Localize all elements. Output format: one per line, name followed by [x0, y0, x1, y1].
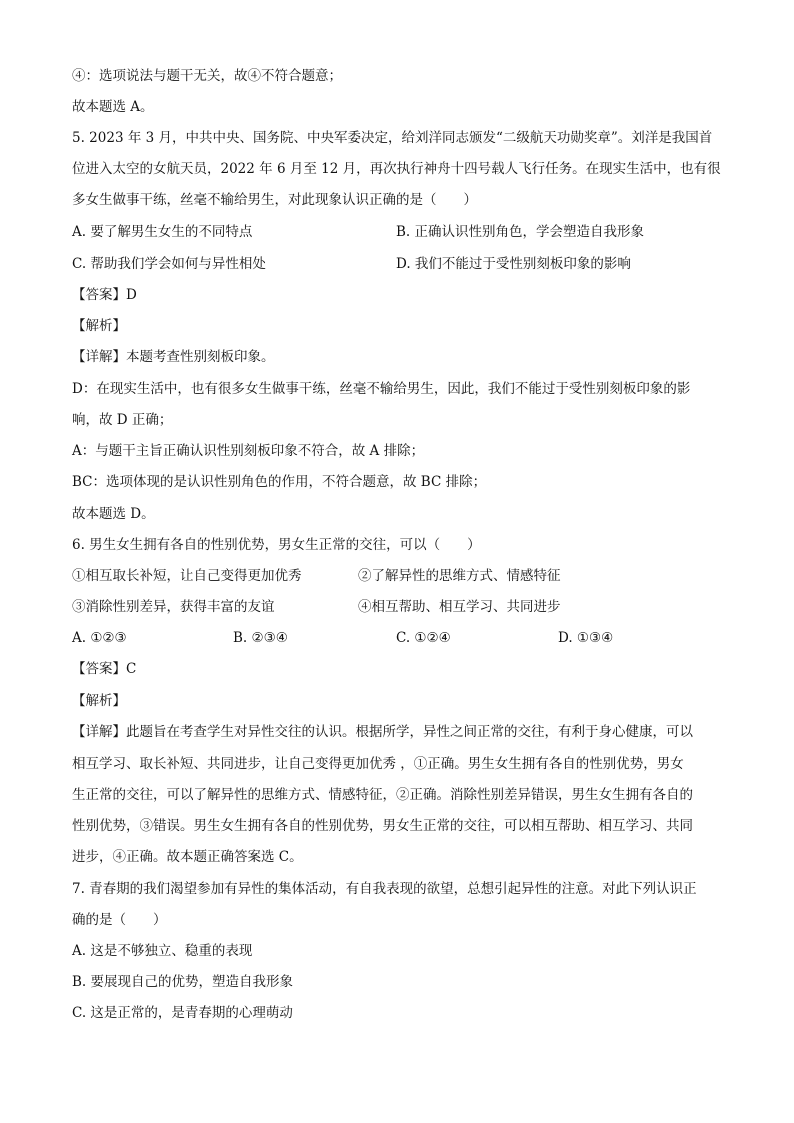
q6-statement-4: ④相互帮助、相互学习、共同进步: [358, 599, 561, 615]
q5-detail: 【详解】本题考查性别刻板印象。: [72, 349, 275, 365]
q5-option-b: B. 正确认识性别角色，学会塑造自我形象: [396, 224, 645, 240]
q6-option-d: D. ①③④: [558, 630, 614, 646]
q7-option-c: C. 这是正常的，是青春期的心理萌动: [72, 1005, 293, 1021]
q7-option-b: B. 要展现自己的优势，塑造自我形象: [72, 974, 294, 990]
q6-statement-2: ②了解异性的思维方式、情感特征: [358, 568, 561, 584]
q5-option-a: A. 要了解男生女生的不同特点: [72, 224, 253, 240]
q5-answer: 【答案】D: [72, 287, 137, 303]
q7-option-a: A. 这是不够独立、稳重的表现: [72, 943, 253, 959]
q6-detail: 性别优势，③错误。男生女生拥有各自的性别优势，男女生正常的交往，可以相互帮助、相互学习、共同: [72, 818, 693, 834]
q6-option-a: A. ①②③: [72, 630, 127, 646]
q6-detail: 相互学习、取长补短、共同进步，让自己变得更加优秀 ，①正确。男生女生拥有各自的性别优势，男女: [72, 756, 684, 772]
text-line: 故本题选 A。: [72, 99, 154, 115]
q6-statement-3: ③消除性别差异，获得丰富的友谊: [72, 599, 275, 615]
q6-analysis-label: 【解析】: [72, 693, 126, 709]
q5-detail-a: A：与题干主旨正确认识性别刻板印象不符合，故 A 排除；: [72, 443, 425, 459]
text-line: ④：选项说法与题干无关，故④不符合题意；: [72, 68, 342, 84]
q5-option-c: C. 帮助我们学会如何与异性相处: [72, 256, 266, 272]
q5-analysis-label: 【解析】: [72, 318, 126, 334]
q5-detail-d: 响，故 D 正确；: [72, 412, 173, 428]
q6-detail: 进步，④正确。故本题正确答案选 C。: [72, 849, 303, 865]
question-7-stem: 7. 青春期的我们渴望参加有异性的集体活动，有自我表现的欲望，总想引起异性的注意。对此下列认识正: [72, 881, 697, 897]
q6-option-c: C. ①②④: [396, 630, 451, 646]
q6-answer: 【答案】C: [72, 661, 137, 677]
q5-detail-bc: BC：选项体现的是认识性别角色的作用，不符合题意，故 BC 排除；: [72, 474, 487, 490]
q5-conclusion: 故本题选 D。: [72, 506, 155, 522]
question-6-stem: 6. 男生女生拥有各自的性别优势，男女生正常的交往，可以（ ）: [72, 537, 481, 553]
q6-detail: 【详解】此题旨在考查学生对异性交往的认识。根据所学，异性之间正常的交往，有利于身心健康，可以: [72, 724, 693, 740]
question-5-stem: 位进入太空的女航天员，2022 年 6 月至 12 月，再次执行神舟十四号载人飞行任务。在现实生活中，也有很: [72, 161, 721, 177]
question-7-stem: 确的是（ ）: [72, 912, 167, 928]
question-5-stem: 5. 2023 年 3 月，中共中央、国务院、中央军委决定，给刘洋同志颁发“二级航天功勋奖章”。刘洋是我国首: [72, 130, 713, 146]
q6-statement-1: ①相互取长补短，让自己变得更加优秀: [72, 568, 302, 584]
q5-detail-d: D：在现实生活中，也有很多女生做事干练，丝毫不输给男生，因此，我们不能过于受性别刻板印象的影: [72, 381, 691, 397]
q6-option-b: B. ②③④: [233, 630, 288, 646]
question-5-stem: 多女生做事干练，丝毫不输给男生，对此现象认识正确的是（ ）: [72, 192, 477, 208]
q6-detail: 生正常的交往，可以了解异性的思维方式、情感特征，②正确。消除性别差异错误，男生女生拥有各自的: [72, 787, 693, 803]
q5-option-d: D. 我们不能过于受性别刻板印象的影响: [396, 256, 631, 272]
